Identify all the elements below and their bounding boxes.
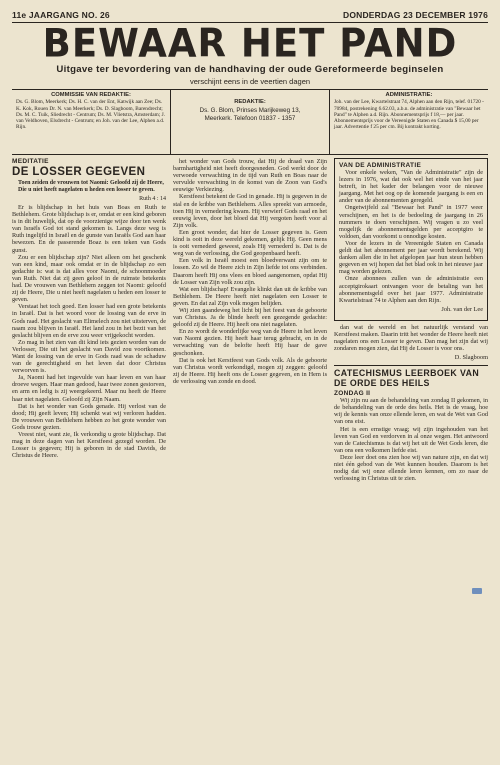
redaction-committee: [12, 90, 170, 154]
paragraph: Voor de lezers in de Vereenigde Staten en Canada geldt dat het abonnement per jaar wordt berekend. Wij danken allen die in het afgelopen jaar hun steun hebben gegeven en wij hopen dat het blad ook in het nieuwe jaar mag worden gelezen.: [339, 239, 483, 276]
issue-line: [12, 10, 488, 20]
column-administration: [334, 158, 488, 765]
paragraph: Wij zien gaandeweg het licht bij het feest van de geboorte van Christus. Ja de blinde heeft een gezegende gedachte: geloofd zij de Heere. Hij heeft ons niet nagelaten.: [173, 306, 327, 329]
paragraph: Zo mag in het zien van dit kind iets gezien worden van de Verlosser, Die uit het geslacht van David zou voortkomen. Want de lossing van de erve in Gods raad was de schaduw van de gerechtigheid en het leven dat door Christus verworven is.: [12, 338, 166, 375]
author-signature: D. Slagboom: [454, 354, 488, 362]
paragraph: Dat is het wonder van Gods genade. Hij verlost van de dood; Hij geeft leven; Hij schenkt wat wij verloren hadden. De vrouwen van Bethlehem hebben zo het grote wonder van Gods trouw gezien.: [12, 402, 166, 431]
redaction-text: Ds. G. Blom, Meerkerk; Ds. H. C. van der Ent, Katwijk aan Zee; Ds. K. Kok, Rouen Dr. N. van Meerkerk; Ds. D. Slagboom, Barendrecht; Ds. M. C. Tuik, Sliedrecht - Centrum; Ds. M. Vlietstra, Amsterdam; J. van Veldhoven, Elsdrecht - Centrum; en Joh. van der Lee, Alphen a.d. Rijn.: [16, 99, 165, 131]
paragraph: Wat een blijdschap! Evangelie klinkt dan uit de kribbe van Bethlehem. De Heere heeft niet nagelaten een Losser te geven. En dat zal Zijn volk mogen belijden.: [173, 285, 327, 307]
paragraph: Vreest niet, want zie, Ik verkondig u grote blijdschap. Dat mag in deze dagen van het Kerstfeest gezegd worden. De Losser is gegeven; Hij is geboren in de stad Davids, de Christus de Heere.: [12, 431, 166, 460]
admin-heading: ADMINISTRATIE:: [385, 92, 433, 98]
paragraph: Ongetwijfeld zal "Bewaar het Pand" in 1977 weer verschijnen, en het is de bedoeling de jaargang in 26 nummers te doen verschijnen. Wij vragen u zo veel mogelijk de abonnementsgelden per acceptgiro te voldoen, dan voorkomt u onnodige kosten.: [339, 204, 483, 240]
catechism-subheading: ZONDAG II: [334, 390, 371, 398]
admin-text: Joh. van der Lee, Kwartelstraat 74, Alphen aan den Rijn, telef. 01720 - 70984, postrekening 6.62.03, a.b.n. de administratie van "Bewaar het Pand" te Alphen a.d. Rijn. Abonnementsprijs f 18,— per jaar. Abonnementsprijs voor de Vereenigde Staten en Canada $ 15,00 per jaar. Advertentie f 25 per cm. Bij kontrakt korting.: [334, 99, 484, 131]
editor-name: Ds. G. Blom, Prinses Marijkeweg 13,: [199, 107, 301, 114]
paragraph: En zo wordt de wonderlijke weg van de Heere in het leven van Naomi gezien. Hij heeft haar terug gebracht, en in de verwachting van de belofte heeft Hij haar de gave geschonken.: [173, 328, 327, 357]
issue-number: 11e JAARGANG NO. 26: [12, 10, 110, 20]
newspaper-page: [12, 10, 488, 700]
article-headline: DE LOSSER GEGEVEN: [12, 166, 146, 178]
editor-heading: REDAKTIE:: [234, 99, 266, 105]
paragraph: Er is blijdschap in het huis van Boas en Ruth te Bethlehem. Grote blijdschap is er, omdat er een kind geboren is in dit huwelijk, dat op de voorzienige wijze door ten wenk van Israëls God tot stand gekomen is. Langs deze weg is Ruth ingelijfd in Israël en de gunste van Israëls God aan haar bewezen. En de passerende Boaz is een teken van Gods gunst.: [12, 204, 166, 254]
paragraph: Zou er een blijdschap zijn? Niet alleen om het geschenk van een kind, maar ook omdat er in de blijdschap zo een gedachte is: wat is dat alles voor Naomi, de schoonmoeder van Ruth. Niet dat zij geen geloof in de ruimste betekenis had. De vrouwen van Bethlehem zeggen tot Naomi: geloofd zij de Heere, Die u niet heeft nagelaten u heden een losser te geven.: [12, 253, 166, 304]
section-label: MEDITATIE: [12, 158, 49, 165]
paragraph: Kerstfeest betekent de God in genade. Hij is gegeven in de stal en de kribbe van Bethlehem. Alles spreekt van armoede, toen Hij in vernedering kwam. Hij verwierf Gods raad en het eeuwig leven, door het bloed dat Hij vergoten heeft voor al Zijn volk.: [173, 193, 327, 229]
column-meditation: [12, 158, 166, 765]
redaction-heading: COMMISSIE VAN REDAKTIE:: [51, 92, 131, 98]
issue-date: DONDERDAG 23 DECEMBER 1976: [342, 10, 488, 20]
ink-mark: [472, 588, 482, 594]
paragraph: Onze abonnees zullen van de administratie een acceptgirokaart ontvangen voor de betaling van het abonnementsgeld over het jaar 1977. Administratie Kwartelstraat 74 te Alphen aan den Rijn.: [339, 275, 483, 304]
masthead-subtitle: Uitgave ter bevordering van de handhaving der oude Gereformeerde beginselen: [56, 64, 444, 75]
paragraph: Voor enkele weken, "Van de Administratie" zijn de lezers in 1976, wat dat ook wel het einde van het jaar betreft, in het kader der belangen voor de nieuwe jaargang. Met het oog op de komende jaargang is een en ander van de abonnementen geregeld.: [339, 169, 483, 205]
paragraph: Dat is ook het Kerstfeest van Gods volk. Als de geboorte van Christus wordt verkondigd, mogen zij zeggen: geloofd zij de Heere. Hij heeft ons de Losser gegeven, en in Hem is de verlossing van zonde en dood.: [173, 356, 327, 385]
verse-reference: Ruth 4 : 14: [139, 196, 166, 202]
masthead-title: BEWAAR HET PAND: [42, 20, 458, 67]
administration-notice: [334, 158, 488, 321]
section-rule: [334, 365, 488, 366]
editor-address: Meerkerk. Telefoon 01837 - 1357: [204, 115, 296, 122]
admin-section-label: VAN DE ADMINISTRATIE: [339, 162, 422, 169]
article-columns: [12, 158, 488, 765]
publication-frequency: verschijnt eens in de veertien dagen: [189, 77, 311, 86]
paragraph: Deze leer doet ons zien hoe wij van nature zijn, en dat wij niet één gebod van de Wet kunnen houden. Daarom is het nodig dat wij onze ellende leren kennen, om zo naar de verlossing in Christus uit te zien.: [334, 453, 488, 483]
admin-signature: Joh. van der Lee: [441, 305, 483, 313]
paragraph: het wonder van Gods trouw, dat Hij de draad van Zijn barmhartigheid niet heeft doorgesneden. God werkt door de verwoede verwachting in de tijd van Ruth en Boas naar de vervulde verwachting in de komst van de Zoon van God's eeuwige Verkiezing.: [173, 158, 327, 194]
administration-box: [329, 90, 488, 154]
bible-verse: Toen zeiden de vrouwen tot Naomi: Geloofd zij de Heere, Die u niet heeft nagelaten u heden een losser te geven.: [18, 180, 164, 193]
info-bar: [12, 89, 488, 155]
paragraph: Wij zijn nu aan de behandeling van zondag II gekomen, in de behandeling van de orde des heils. Het is de vraag, hoe wij de kennis van onze ellende leren, en wat de Wet van God van ons eist.: [334, 397, 488, 426]
paragraph: Het is een ernstige vraag; wij zijn ingehouden van het leven van God en verdorven in al onze wegen. Het antwoord van de Catechismus is dat wij het uit de Wet Gods leren, die van ons een volkomen liefde eist.: [334, 425, 488, 454]
paragraph: dan wat de wereld en het natuurlijk verstand van Kerstfeest maken. Daarin tritt het wonder de Heere heeft niet nagelaten ons een Losser te geven. Dan mag het zijn dat wij zondaren mogen zien, dat Hij de Losser is voor ons.: [334, 323, 488, 353]
editor-box: [170, 90, 329, 154]
catechism-headline: CATECHISMUS LEERBOEK VAN DE ORDE DES HEILS: [334, 368, 480, 389]
paragraph: Een volk in Israël moest een bloedverwant zijn om te lossen. Zo wil de Heere zich in Zijn liefde tot ons verbinden. Daarom heeft Hij ons vlees en bloed aangenomen, opdat Hij de Losser van Zijn volk zou zijn.: [173, 257, 327, 286]
paragraph: Ja, Naomi had het ingevulde van haar leven en van haar droeve wegen. Haar man gedood, haar twee zonen gestorven, en arm en ledig is zij weergekeerd. Maar nu heeft de Heere haar niet nagelaten. Geloofd zij Zijn Naam.: [12, 374, 166, 403]
paragraph: Verstaat het toch goed. Een losser had een grote betekenis in Israël. Dat is het woord voor de lossing van de erve in Gods raad. Het geslacht van Elimelech zou niet uitsterven, de naam zou blijven in Israël. Het land zou in het bezit van het geslacht blijven en de erve zou weer vrijgekocht worden.: [12, 303, 166, 339]
paragraph: Een groot wonder, dat hier de Losser gegeven is. Geen kind is ooit in deze wereld gekomen, gelijk Hij. Geen mens is ooit vernederd geweest, zoals Hij vernederd is. Dat is de weg van de verlossing, die God geopenbaard heeft.: [173, 228, 327, 258]
column-meditation-continued: [173, 158, 327, 765]
